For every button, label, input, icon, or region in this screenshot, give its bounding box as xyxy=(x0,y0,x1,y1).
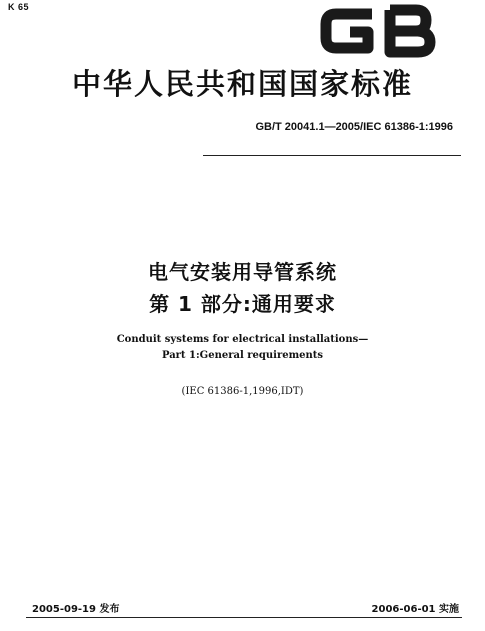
standard-code: GB/T 20041.1—2005/IEC 61386-1:1996 xyxy=(255,121,453,133)
implementation-date: 2006-06-01 xyxy=(371,604,436,615)
chinese-title-line-1: 电气安装用导管系统 xyxy=(148,260,337,284)
issue-date: 2005-09-19 xyxy=(32,604,96,615)
iec-equivalence: (IEC 61386-1,1996,IDT) xyxy=(181,386,304,397)
header-divider xyxy=(203,155,461,156)
footer-divider xyxy=(26,617,462,618)
implementation-date-line xyxy=(372,600,459,615)
ics-code: K 65 xyxy=(8,2,30,12)
gb-logo-mark xyxy=(326,10,430,52)
gb-logo xyxy=(318,4,438,58)
national-standard-title: 中华人民共和国国家标准 xyxy=(71,67,413,101)
issue-label: 发布 xyxy=(99,604,120,615)
chinese-title-line-2: 第 1 部分:通用要求 xyxy=(149,292,336,316)
english-title-line-1: Conduit systems for electrical installations— xyxy=(116,334,369,345)
implementation-label: 实施 xyxy=(439,604,459,615)
english-title-line-2: Part 1:General requirements xyxy=(161,350,324,361)
issue-date-line xyxy=(32,600,119,615)
